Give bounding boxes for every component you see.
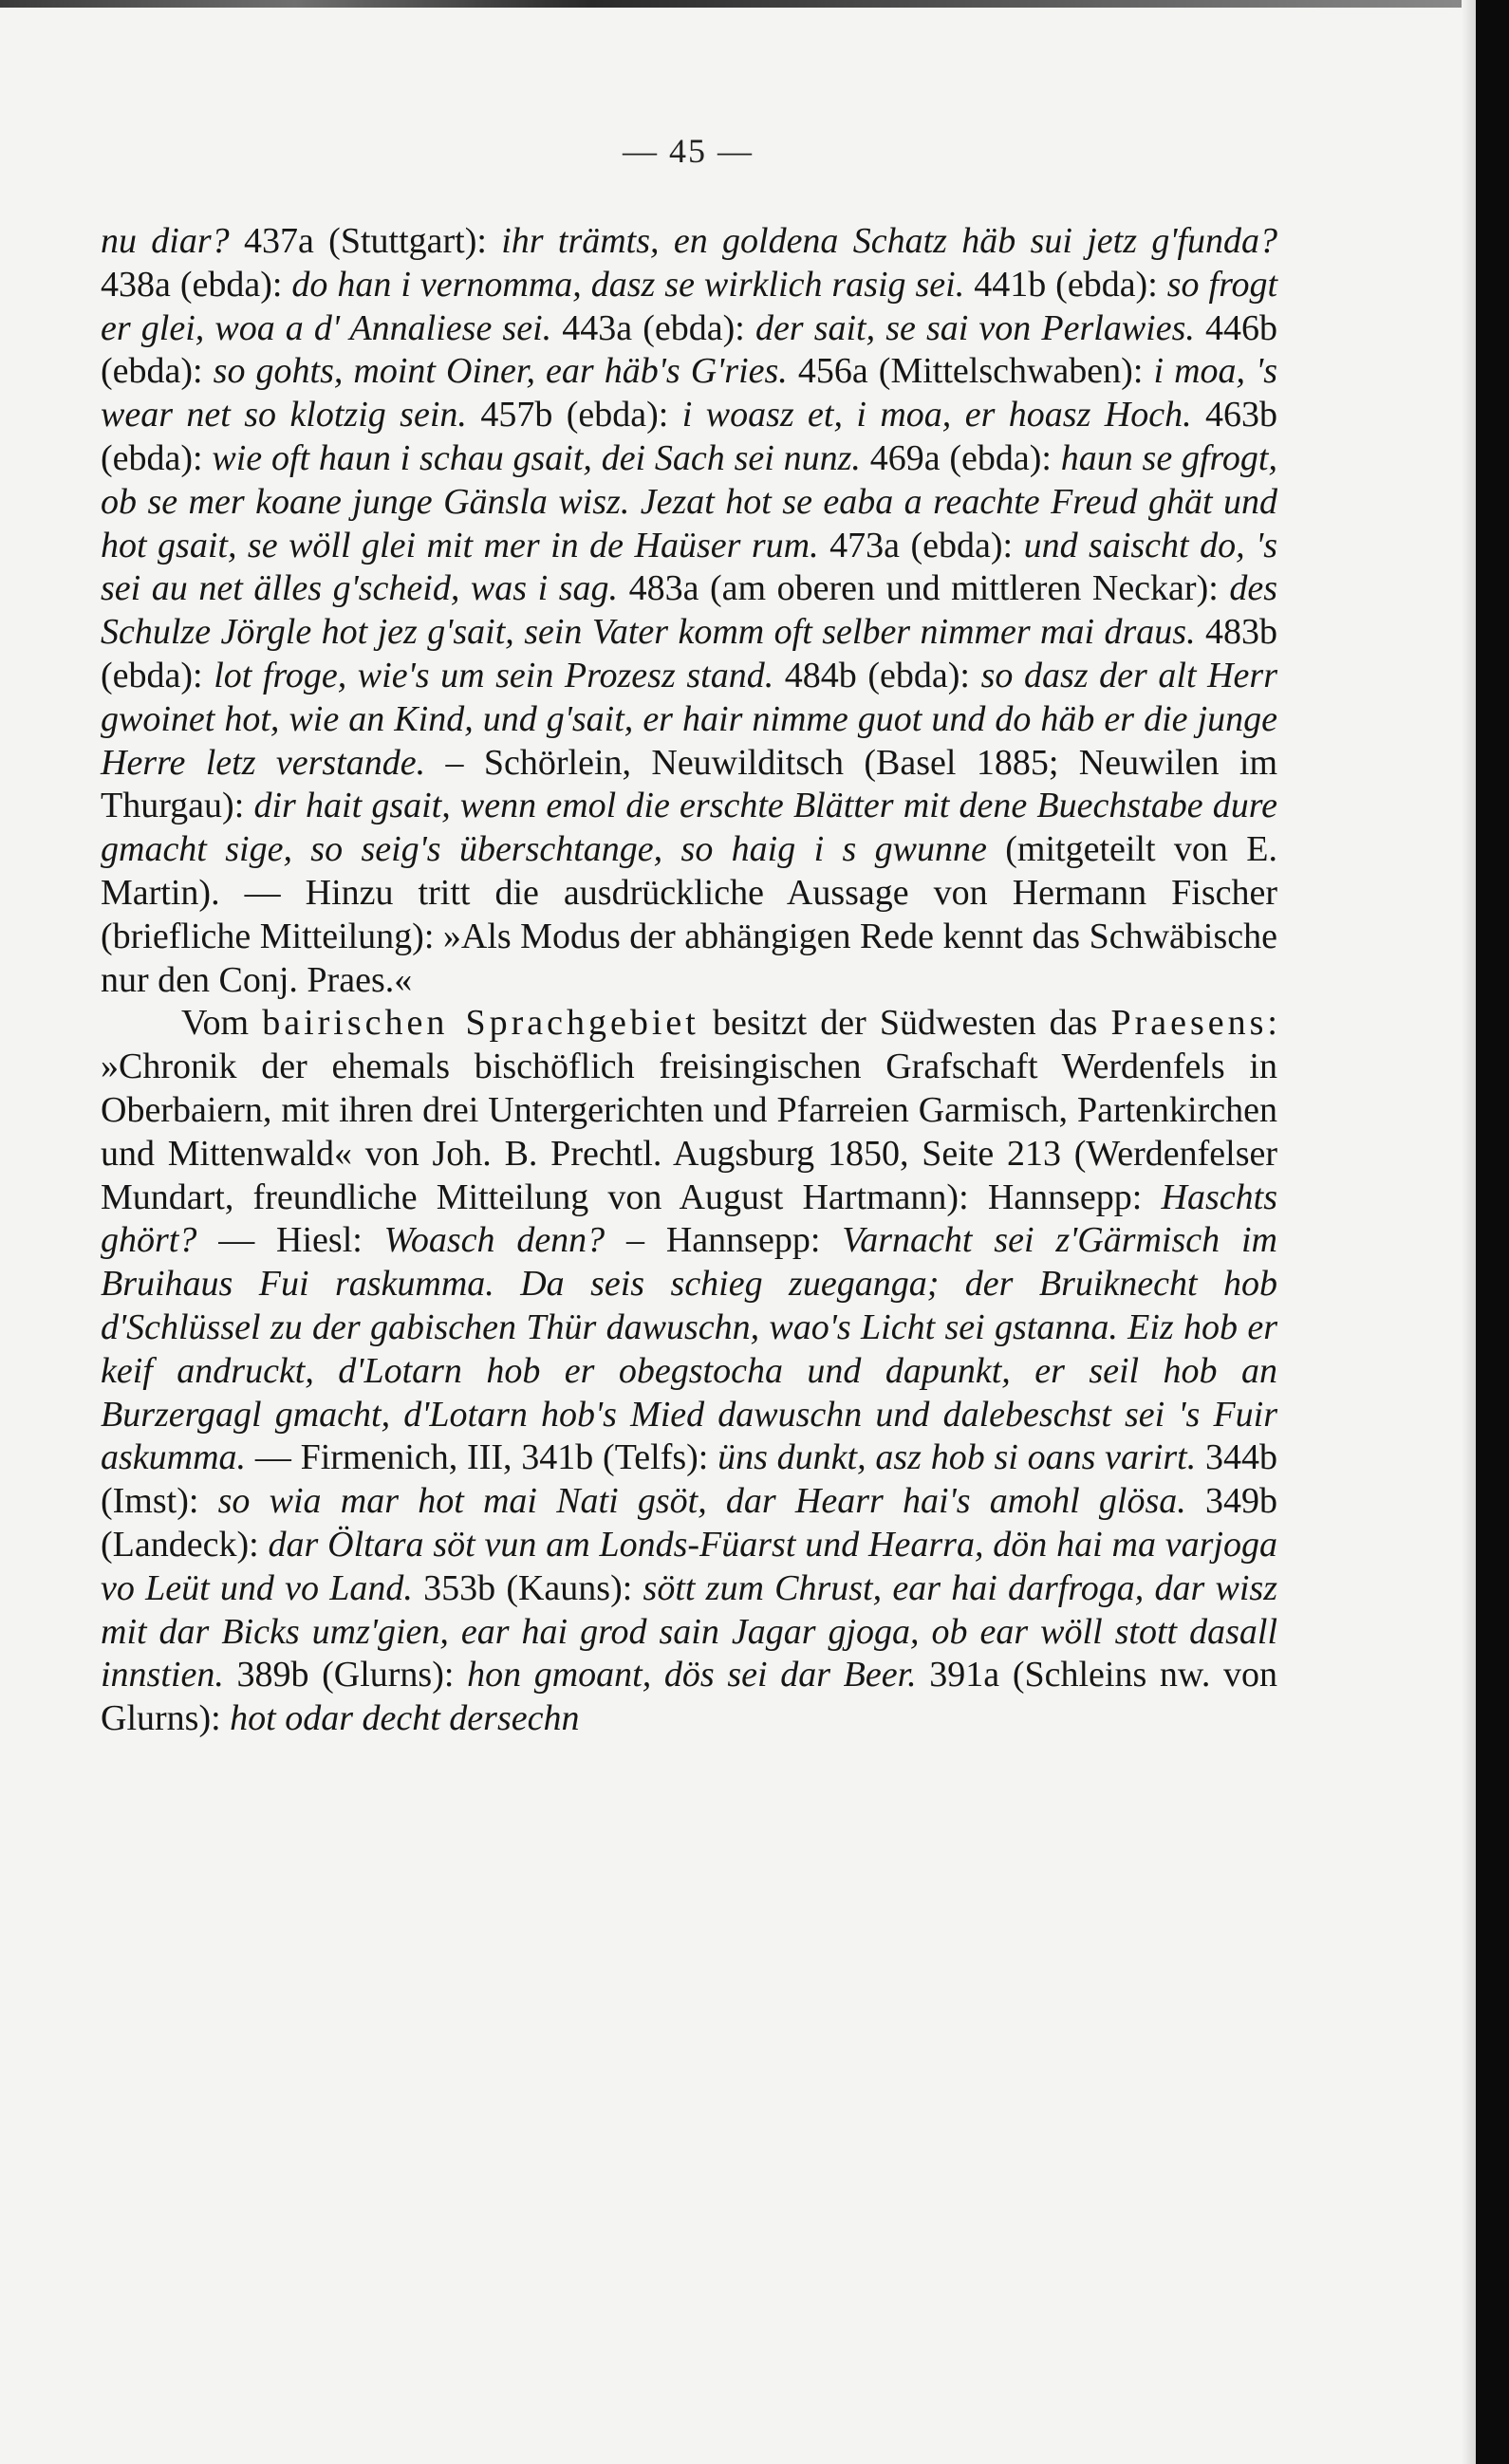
dialect-quote: Varnacht sei z'Gärmisch im Bruihaus Fui raskumma. Da seis schieg zueganga; der Bruiknecht hob d'Schlüssel zu der gabischen Thür dawuschn, wao's Licht sei gstanna. Eiz hob er keif andruckt, d'Lotarn hob er obegstocha und dapunkt, er seil hob an Burzergagl gmacht, d'Lotarn hob's Mied dawuschn und dalebeschst sei 's Fuir askumma. (101, 1220, 1277, 1478)
dialect-quote: lot froge, wie's um sein Prozesz stand. (214, 655, 774, 695)
dialect-quote: der sait, se sai von Perlawies. (754, 307, 1195, 348)
dialect-quote: ihr trämts, en goldena Schatz häb sui jetz g'funda? (501, 221, 1278, 261)
text-run: Vom (181, 1003, 263, 1044)
text-run: 438a (ebda): (101, 264, 292, 305)
dialect-quote: des Schulze Jörgle hot jez g'sait, sein Vater komm oft selber nimmer mai draus. (101, 568, 1277, 653)
text-run: 353b (Kauns): (412, 1567, 643, 1608)
dialect-quote: sött zum Chrust, ear hai darfroga, dar wisz mit dar Bicks umz'gien, ear hai grod sain Jagar gjoga, ob ear wöll stott dasall innstien. (101, 1567, 1277, 1695)
dialect-quote: hon gmoant, dös sei dar Beer. (467, 1655, 917, 1695)
text-run: besitzt der Südwesten das (699, 1003, 1111, 1044)
text-run: 443a (ebda): (551, 307, 755, 348)
text-run: 437a (Stuttgart): (229, 221, 502, 261)
dialect-quote: haun se gfrogt, ob se mer koane junge Gänsla wisz. Jezat hot se eaba a reachte Freud ghät und hot gsait, se wöll glei mit mer in de Haüser rum. (101, 437, 1277, 565)
dialect-quote: Haschts ghört? (101, 1176, 1277, 1261)
dialect-quote: und saischt do, 's sei au net älles g'scheid, was i sag. (101, 525, 1277, 609)
text-run: 456a (Mittelschwaben): (787, 351, 1154, 392)
text-run: Praesens (1110, 1003, 1268, 1044)
text-run: – Hannsepp: (605, 1220, 843, 1261)
text-run: – Schörlein, Neuwilditsch (Basel 1885; Neuwilen im Thurgau): (101, 742, 1278, 826)
dialect-quote: üns dunkt, asz hob si oans varirt. (717, 1437, 1197, 1478)
text-run: : »Chronik der ehemals bischöflich freisingischen Grafschaft Werdenfels in Oberbaiern, mit ihren drei Untergerichten und Pfarreien Garmisch, Partenkirchen und Mittenwald« von Joh. B. Prechtl. Augsburg 1850, Seite 213 (Werdenfelser Mundart, freundliche Mitteilung von August Hartmann): Hannsepp: (101, 1003, 1277, 1217)
text-run: 391a (Schleins nw. von Glurns): (101, 1655, 1278, 1739)
text-run: 469a (ebda): (860, 437, 1061, 478)
dialect-quote: so frogt er glei, woa a d' Annaliese sei. (101, 264, 1277, 348)
dialect-quote: hot odar decht dersechn (230, 1698, 580, 1739)
text-run: 483a (am oberen und mittleren Neckar): (618, 568, 1230, 609)
text-run: 463b (ebda): (101, 395, 1277, 478)
text-run: 349b (Landeck): (101, 1481, 1277, 1565)
text-run: 441b (ebda): (964, 264, 1167, 305)
text-run: 483b (ebda): (101, 612, 1278, 695)
text-run: — Firmenich, III, 341b (Telfs): (246, 1437, 718, 1478)
dialect-quote: i woasz et, i moa, er hoasz Hoch. (681, 395, 1192, 435)
dialect-quote: dir hait gsait, wenn emol die erschte Blätter mit dene Buechstabe dure gmacht sige, so seig's überschtange, so haig i s gwunne (101, 786, 1278, 870)
text-run: 389b (Glurns): (223, 1655, 468, 1695)
text-run: 484b (ebda): (773, 655, 981, 695)
dialect-quote: i moa, 's wear net so klotzig sein. (101, 351, 1277, 435)
text-run: 473a (ebda): (818, 525, 1024, 565)
paragraph (101, 220, 1277, 1002)
text-run: 457b (ebda): (466, 395, 682, 435)
text-run: bairischen Sprachgebiet (262, 1003, 699, 1044)
paragraph (101, 1002, 1277, 1741)
dialect-quote: so dasz der alt Herr gwoinet hot, wie an Kind, und g'sait, er hair nimme guot und do häb er die junge Herre letz verstande. (101, 655, 1277, 783)
page-edge-shadow (1462, 0, 1476, 2464)
scan-edge (0, 0, 1476, 8)
dialect-quote: Woasch denn? (383, 1220, 605, 1261)
text-run: (mitgeteilt von E. Martin). — Hinzu tritt die ausdrückliche Aussage von Hermann Fischer (briefliche Mitteilung): »Als Modus der abhängigen Rede kennt das Schwäbische nur den Conj. Praes.« (101, 829, 1277, 1000)
dialect-quote: wie oft haun i schau gsait, dei Sach sei nunz. (212, 437, 861, 478)
page-number: — 45 — (623, 132, 754, 170)
dialect-quote: so wia mar hot mai Nati gsöt, dar Hearr hai's amohl glösa. (217, 1481, 1186, 1522)
dialect-quote: so gohts, moint Oiner, ear häb's G'ries. (213, 351, 788, 392)
text-run: — Hiesl: (196, 1220, 384, 1261)
text-run: 344b (Imst): (101, 1437, 1278, 1522)
body-text (101, 220, 1277, 1741)
dialect-quote: nu diar? (101, 221, 230, 261)
text-run: 446b (ebda): (101, 307, 1277, 392)
dialect-quote: dar Öltara söt vun am Londs-Füarst und Hearra, dön hai ma varjoga vo Leüt und vo Land. (101, 1524, 1277, 1608)
dialect-quote: do han i vernomma, dasz se wirklich rasig sei. (291, 264, 965, 305)
